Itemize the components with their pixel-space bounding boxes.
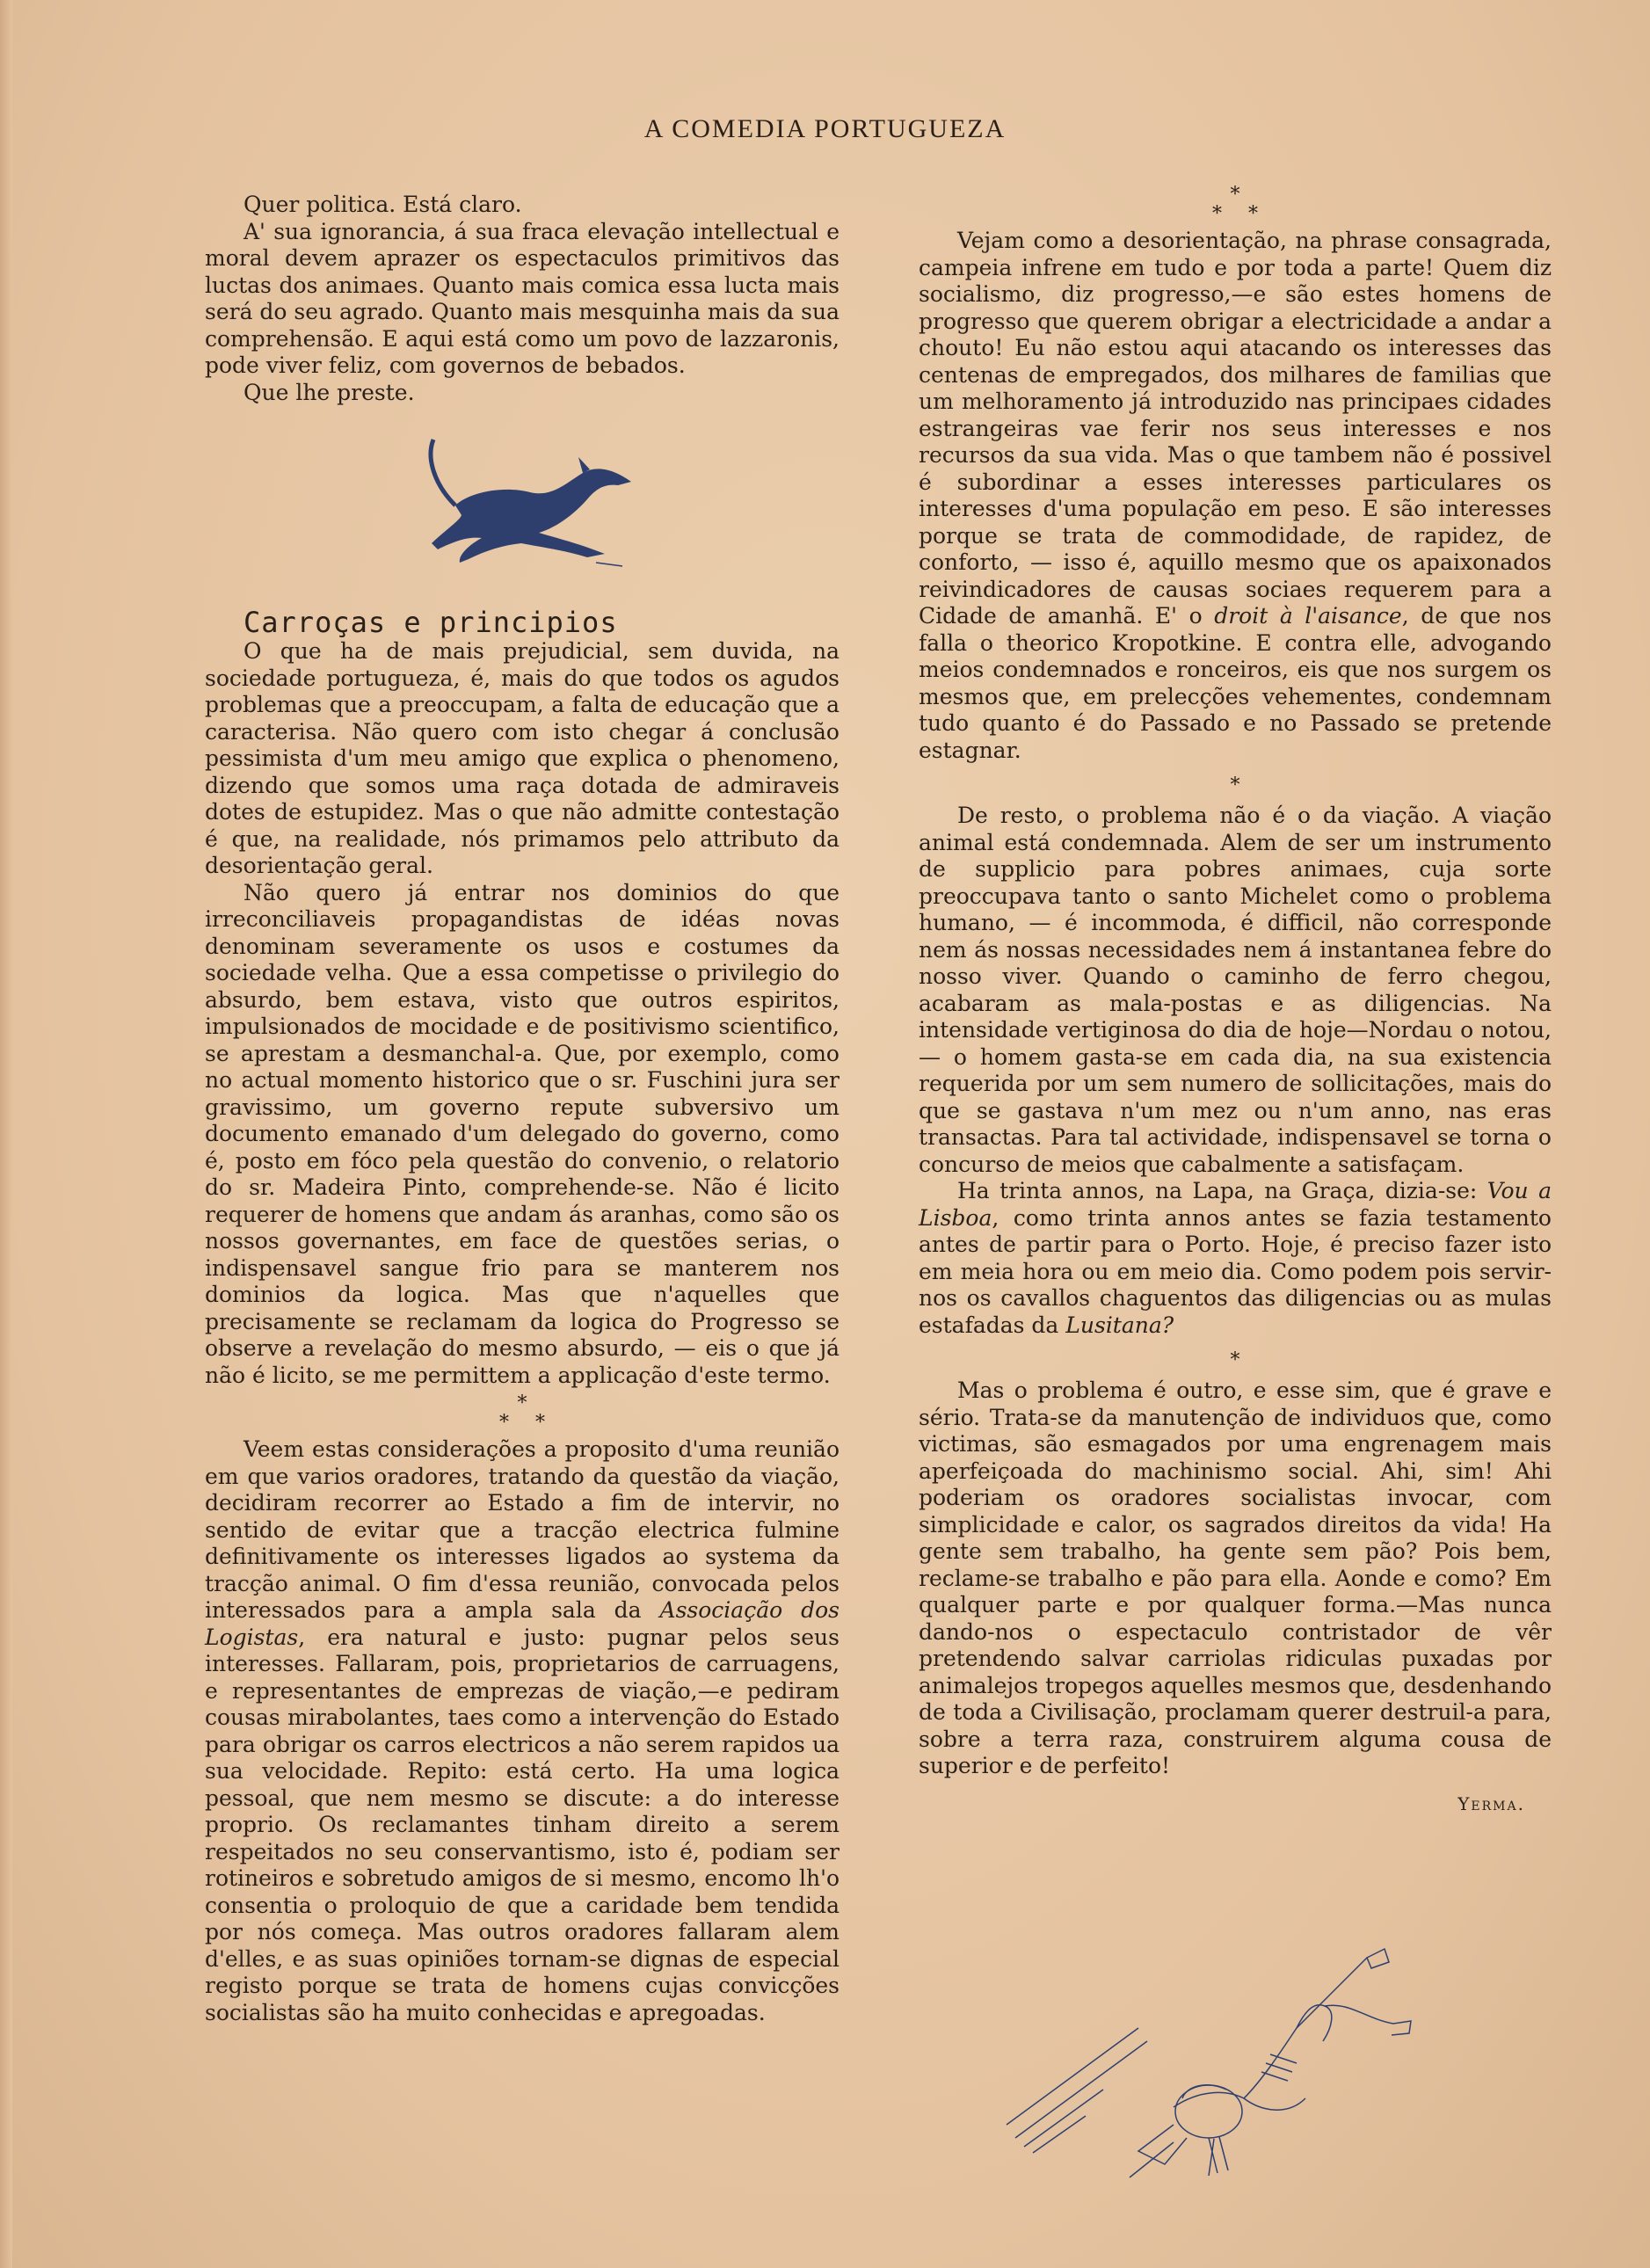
emphasis-text: Lusitana? <box>1065 1312 1174 1338</box>
paragraph: Mas o problema é outro, e esse sim, que é grave e sério. Trata-se da manutenção de individuos que, como victimas, são esmagados por uma engrenagem mais aperfeiçoada do machinismo social. Ahi, sim! Ahi poderiam os oradores socialistas invocar, com simplicidade e calor, os sagrados direitos da vida! Ha gente sem trabalho, ha gente sem pão? Pois bem, reclame-se trabalho e pão para ella. Aonde e como? Em qualquer parte e por qualquer forma.—Mas nunca dando-nos o espectaculo contristador de vêr pretendendo salvar carriolas ridiculas puxadas por animalejos tropegos aquelles mesmos que, desdenhando de toda a Civilisação, proclamam querer destruil-a para, sobre a terra raza, construirem alguma cousa de superior e de perfeito! <box>919 1378 1552 1778</box>
paragraph: O que ha de mais prejudicial, sem duvida, na sociedade portugueza, é, mais do que todos os agudos problemas que a preoccupam, a falta de educação que a caracterisa. Não quero com isto chegar á conclusão pessimista d'um meu amigo que explica o phenomeno, dizendo que somos uma raça dotada de admiraveis dotes de estupidez. Mas o que não admitte contestação é que, na realidade, nós primamos pelo attributo da desorientação geral. <box>205 638 840 878</box>
star-glyph: * <box>1212 203 1248 225</box>
greyhound-illustration <box>407 431 644 580</box>
emphasis-text: Associação dos Logistas <box>205 1597 840 1650</box>
paragraph: Ha trinta annos, na Lapa, na Graça, dizia-se: Vou a Lisboa, como trinta annos antes se fazia testamento antes de partir para o Porto. Hoje, é preciso fazer isto em meia hora ou em meio dia. Como podem pois servir-nos os cavallos chaguentos das diligencias ou as mulas estafadas da Lusitana? <box>919 1178 1552 1338</box>
single-star-divider: * <box>1230 1349 1240 1371</box>
fallen-boy-illustration <box>998 1923 1437 2186</box>
star-glyph: * <box>499 1412 535 1434</box>
paragraph: De resto, o problema não é o da viação. A viação animal está condemnada. Alem de ser um instrumento de supplicio para pobres animaes, cuja sorte preoccupava tanto o santo Michelet como o problema humano, — é incommoda, é difficil, não corresponde nem ás nossas necessidades nem á instantanea febre do nosso viver. Quando o caminho de ferro chegou, acabaram as mala-postas e as diligencias. Na intensidade vertiginosa do dia de hoje—Nordau o notou, — o homem gasta-se em cada dia, na sua existencia requerida por um sem numero de sollicitações, mais do que se gastava n'um mez ou n'um anno, nas eras transactas. Para tal actividade, indispensavel se torna o concurso de meios que cabalmente a satisfaçam. <box>919 803 1552 1177</box>
paragraph: A' sua ignorancia, á sua fraca elevação intellectual e moral devem aprazer os espectaculos primitivos das luctas dos animaes. Quanto mais comica essa lucta mais será do seu agrado. Quanto mais mesquinha mais da sua comprehensão. E aqui está como um povo de lazzaronis, pode viver feliz, com governos de bebados. <box>205 218 840 378</box>
star-glyph: * <box>535 1412 571 1434</box>
right-column <box>919 180 1552 2186</box>
paragraph: Quer politica. Está claro. <box>244 192 522 217</box>
paragraph: Veem estas considerações a proposito d'uma reunião em que varios oradores, tratando da questão da viação, decidiram recorrer ao Estado a fim de intervir, no sentido de evitar que a tracção electrica fulmine definitivamente os interesses ligados ao systema da tracção animal. O fim d'essa reunião, convocada pelos interessados para a ampla sala da Associação dos Logistas, era natural e justo: pugnar pelos seus interesses. Fallaram, pois, proprietarios de carruagens, e representantes de emprezas de viação,—e pediram cousas mirabolantes, taes como a intervenção do Estado para obrigar os carros electricos a não serem rapidos ua sua velocidade. Repito: está certo. Ha uma logica pessoal, que nem mesmo se discute: a do interesse proprio. Os reclamantes tinham direito a serem respeitados no seu conservantismo, isto é, podiam ser rotineiros e sobretudo amigos de si mesmo, encomo lh'o consentia o proloquio de que a caridade bem tendida por nós começa. Mas outros oradores fallaram alem d'elles, e as suas opiniões tornam-se dignas de especial registo porque se trata de homens cujas convicções socialistas são ha muito conhecidas e apregoadas. <box>205 1436 840 2025</box>
star-glyph: * <box>1248 203 1284 225</box>
asterism-divider <box>919 185 1552 224</box>
single-star-divider: * <box>1230 774 1240 796</box>
paragraph: Que lhe preste. <box>244 379 415 405</box>
asterism-divider <box>205 1394 840 1433</box>
star-glyph: * <box>1230 184 1240 206</box>
emphasis-text: droit à l'aisance <box>1214 603 1402 629</box>
paragraph: Não quero já entrar nos dominios do que irreconciliaveis propagandistas de idéas novas denominam severamente os usos e costumes da sociedade velha. Que a essa competisse o privilegio do absurdo, bem estava, visto que outros espiritos, impulsionados de mocidade e de positivismo scientifico, se aprestam a desmanchal-a. Que, por exemplo, como no actual momento historico que o sr. Fuschini jura ser gravissimo, um governo repute subversivo um documento emanado d'um delegado do governo, como é, posto em fóco pela questão do convenio, o relatorio do sr. Madeira Pinto, comprehende-se. Não é licito requerer de homens que andam ás aranhas, como são os nossos governantes, em face de questões serias, o indispensavel sangue frio para se manterem nos dominios da logica. Mas que n'aquelles que precisamente se reclamam da logica do Progresso se observe a revelação do mesmo absurdo, — eis o que já não é licito, se me permittem a applicação d'este termo. <box>205 879 840 1388</box>
paragraph: Vejam como a desorientação, na phrase consagrada, campeia infrene em tudo e por toda a parte! Quem diz socialismo, diz progresso,—e são estes homens de progresso que querem obrigar a electricidade a andar a chouto! Eu não estou aqui atacando os interesses das centenas de empregados, dos milhares de familias que um melhoramento já introduzido nas principaes cidades estrangeiras vae ferir nos seus interesses e nos recursos da sua vida. Mas o que tambem não é possivel é subordinar a esses interesses particulares os interesses d'uma população em peso. E são interesses porque se trata de commodidade, de rapidez, de conforto, — isso é, aquillo mesmo que os apaixonados reivindicadores de causas sociaes requerem para a Cidade de amanhã. E' o droit à l'aisance, de que nos falla o theorico Kropotkine. E contra elle, advogando meios condemnados e ronceiros, eis que nos surgem os mesmos que, em prelecções vehementes, condemnam tudo quanto é do Passado e no Passado se pretende estagnar. <box>919 228 1552 763</box>
author-signature: Yerma. <box>1457 1792 1525 1814</box>
page-header: A COMEDIA PORTUGUEZA <box>643 114 1007 143</box>
page-spine-shadow <box>0 0 12 2268</box>
star-glyph: * <box>517 1392 527 1414</box>
emphasis-text: Vou a Lisboa <box>919 1178 1552 1231</box>
left-column <box>205 192 840 2026</box>
section-title: Carroças e principios <box>244 606 618 639</box>
